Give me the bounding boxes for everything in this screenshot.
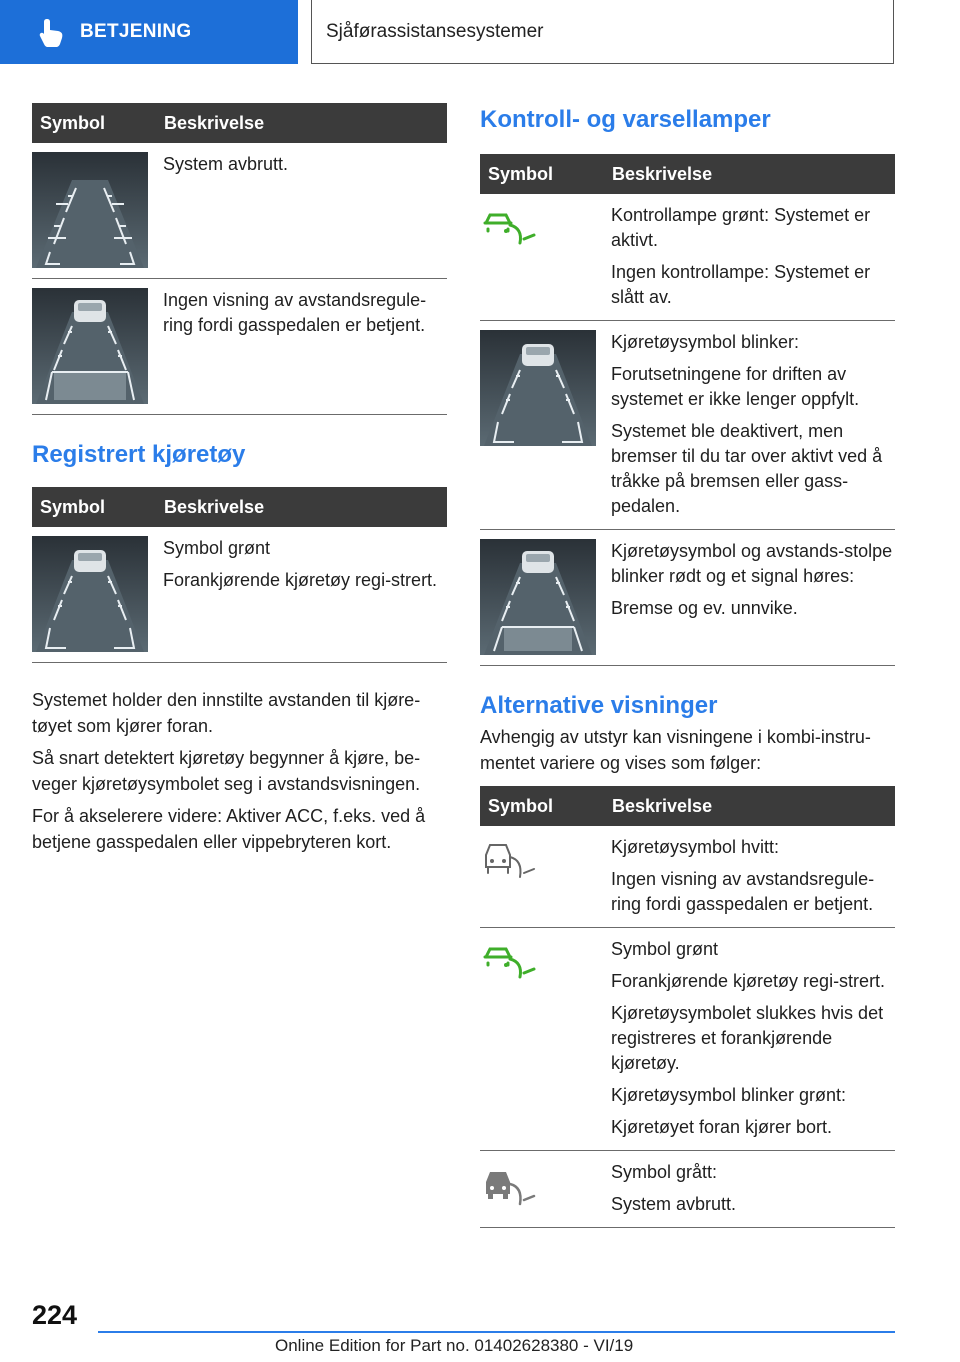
road-lanes-car-bars-icon — [480, 539, 596, 655]
col-description-header: Beskrivelse — [612, 795, 713, 816]
table-header — [32, 103, 447, 143]
symbol-cell — [480, 539, 611, 655]
chapter-title-box — [311, 0, 894, 64]
road-lanes-car-icon — [32, 536, 148, 652]
description-text: Kjøretøysymbol og avstands-stolpe blinker rødt og et signal høres: — [611, 541, 893, 586]
col-description-header: Beskrivelse — [164, 496, 265, 517]
road-lanes-empty-icon — [32, 152, 148, 268]
section-title: BETJENING — [80, 21, 192, 42]
table-row — [32, 143, 447, 279]
description-text: Ingen kontrollampe: Systemet er slått av. — [611, 262, 871, 307]
table-row — [32, 527, 447, 663]
table-row — [480, 194, 895, 321]
road-lanes-car-icon — [480, 330, 596, 446]
indicator-table — [480, 154, 895, 666]
status-table — [32, 103, 447, 415]
description-text: Forankjørende kjøretøy regi-strert. — [611, 971, 886, 991]
description-text: Forutsetningene for driften av systemet er ikke lenger oppfylt. — [611, 364, 860, 409]
right-column — [480, 100, 895, 1228]
description-text: Kjøretøyet foran kjører bort. — [611, 1117, 833, 1137]
edition-text: Online Edition for Part no. 01402628380 - VI/19 — [275, 1336, 634, 1355]
symbol-cell — [32, 152, 163, 268]
section-heading: Kontroll- og varsellamper — [480, 106, 771, 133]
table-row — [32, 279, 447, 415]
description-cell — [611, 203, 895, 310]
symbol-cell — [480, 330, 611, 519]
description-cell — [163, 536, 447, 652]
col-description-header: Beskrivelse — [164, 112, 265, 133]
col-symbol-header: Symbol — [488, 163, 554, 184]
hand-pointer-icon — [38, 17, 66, 47]
paragraph: For å akselerere videre: Aktiver ACC, f.eks. ved å betjene gasspedalen eller vippebryteren kort. — [32, 806, 426, 852]
table-row — [480, 321, 895, 530]
description-text: Kjøretøysymbol hvitt: — [611, 837, 780, 857]
page-number: 224 — [32, 1300, 78, 1330]
registered-vehicle-table — [32, 487, 447, 663]
description-text: Forankjørende kjøretøy regi-strert. — [163, 570, 438, 590]
table-header — [480, 154, 895, 194]
description-text: Symbol grønt — [611, 939, 719, 959]
table-row — [480, 928, 895, 1151]
road-lanes-car-highlighted-icon — [32, 288, 148, 404]
section-heading: Alternative visninger — [480, 692, 718, 719]
description-cell — [611, 1160, 895, 1217]
footer-rule — [98, 1331, 895, 1333]
description-text: Ingen visning av avstandsregule-ring fordi gasspedalen er betjent. — [163, 290, 427, 335]
body-text — [32, 687, 447, 855]
chapter-title: Sjåførassistansesystemer — [326, 20, 544, 42]
acc-green-icon — [480, 203, 540, 247]
acc-grey-icon — [480, 1160, 540, 1210]
description-cell — [611, 937, 895, 1140]
symbol-cell — [32, 536, 163, 652]
section-tab — [0, 0, 298, 64]
description-text: Kjøretøysymbol blinker grønt: — [611, 1085, 847, 1105]
symbol-cell — [480, 1160, 611, 1217]
alternative-views-table — [480, 786, 895, 1228]
paragraph: Systemet holder den innstilte avstanden til kjøre-tøyet som kjører foran. — [32, 690, 421, 736]
description-text: Ingen visning av avstandsregule-ring fordi gasspedalen er betjent. — [611, 869, 875, 914]
intro-paragraph: Avhengig av utstyr kan visningene i kombi-instru-mentet variere og vises som følger: — [480, 727, 871, 773]
table-header — [32, 487, 447, 527]
description-text: Symbol grønt — [163, 538, 271, 558]
description-text: System avbrutt. — [163, 154, 289, 174]
description-text: Bremse og ev. unnvike. — [611, 598, 798, 618]
description-cell — [611, 835, 895, 917]
description-text: Symbol grått: — [611, 1162, 718, 1182]
col-symbol-header: Symbol — [488, 795, 554, 816]
col-symbol-header: Symbol — [40, 496, 106, 517]
table-row — [480, 826, 895, 928]
description-cell — [163, 288, 447, 404]
left-column — [32, 103, 447, 861]
acc-white-outline-icon — [480, 835, 540, 885]
table-header — [480, 786, 895, 826]
symbol-cell — [480, 203, 611, 310]
col-description-header: Beskrivelse — [612, 163, 713, 184]
description-text: Kontrollampe grønt: Systemet er aktivt. — [611, 205, 871, 250]
table-row — [480, 1151, 895, 1228]
description-text: Systemet ble deaktivert, men bremser til du tar over aktivt ved å tråkke på bremsen eller gass-pedalen. — [611, 421, 883, 516]
description-text: Kjøretøysymbol blinker: — [611, 332, 800, 352]
section-heading: Registrert kjøretøy — [32, 441, 246, 468]
paragraph: Så snart detektert kjøretøy begynner å kjøre, be-veger kjøretøysymbolet seg i avstandsvisningen. — [32, 748, 421, 794]
symbol-cell — [32, 288, 163, 404]
symbol-cell — [480, 937, 611, 1140]
table-row — [480, 530, 895, 666]
description-text: Kjøretøysymbolet slukkes hvis det registreres et forankjørende kjøretøy. — [611, 1003, 884, 1073]
acc-green-icon — [480, 937, 540, 981]
description-cell — [611, 330, 895, 519]
description-cell — [163, 152, 447, 268]
col-symbol-header: Symbol — [40, 112, 106, 133]
description-cell — [611, 539, 895, 655]
symbol-cell — [480, 835, 611, 917]
description-text: System avbrutt. — [611, 1194, 737, 1214]
